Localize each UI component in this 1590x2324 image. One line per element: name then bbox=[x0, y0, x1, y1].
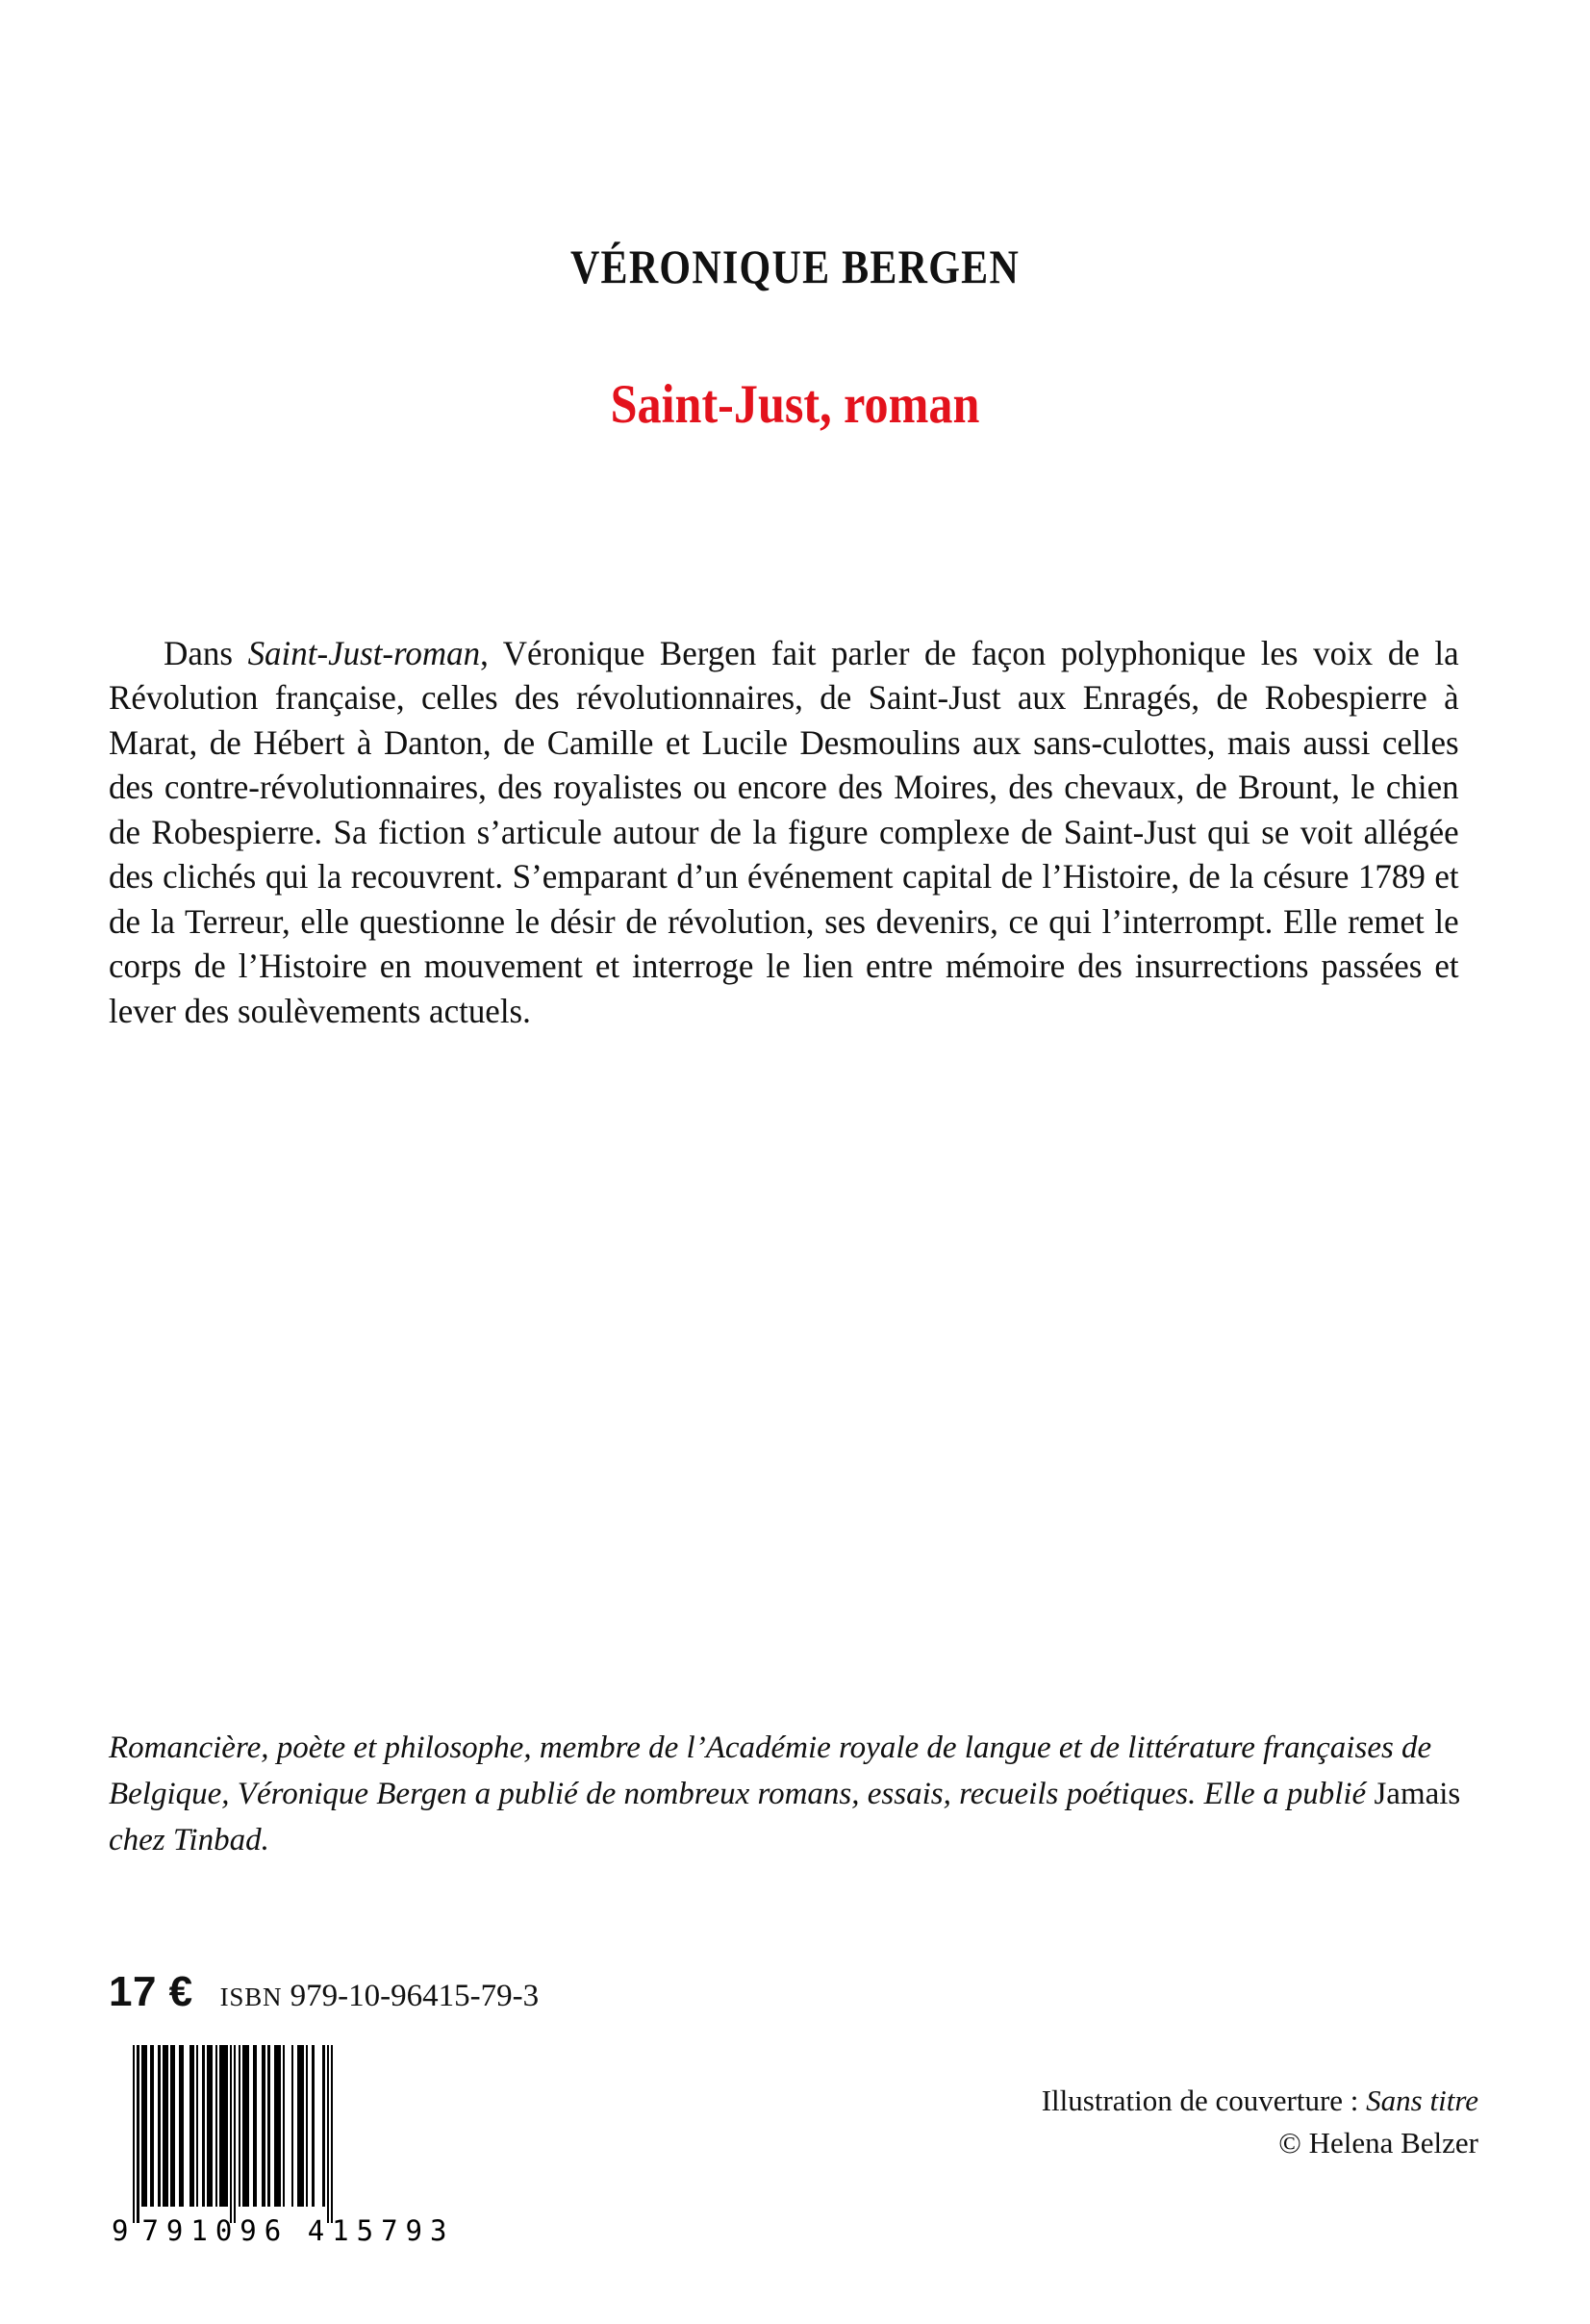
author-name: VÉRONIQUE BERGEN bbox=[569, 240, 1021, 293]
isbn-number: 979-10-96415-79-3 bbox=[290, 1979, 540, 2013]
bio-roman-title: Jamais bbox=[1374, 1777, 1461, 1811]
credit-line-2: © Helena Belzer bbox=[1278, 2126, 1478, 2160]
barcode-bar bbox=[219, 2045, 228, 2207]
bio-part-2: chez Tinbad. bbox=[109, 1823, 269, 1857]
blurb-body: , Véronique Bergen fait parler de façon polyphonique les voix de la Révolution française, celles des révolutionnaires, de Saint-Just aux Enragés, de Robespierre à Marat, de Hébert à Danton, de Camille et Lucile Desmoulins aux sans-culottes, mais aussi celles des contre-révolutionnaires, des royalistes ou encore des Moires, des chevaux, de Brount, le chien de Robespierre. Sa fiction s’articule autour de la figure complexe de Saint-Just qui se voit allégée des clichés qui la recouvrent. S’emparant d’un événement capital de l’Histoire, de la césure 1789 et de la Terreur, elle questionne le désir de révolution, ses devenirs, ce qui l’interrompt. Elle remet le corps de l’Histoire en mouvement et interroge le lien entre mémoire des insurrections passées et lever des soulèvements actuels. bbox=[109, 633, 1459, 1030]
cover-illustration-credit bbox=[1042, 2080, 1478, 2164]
book-title-text: Saint-Just, roman bbox=[610, 374, 980, 435]
barcode-bar bbox=[331, 2045, 333, 2223]
bio-part-1: Romancière, poète et philosophe, membre de l’Académie royale de langue et de littérature françaises de Belgique, Véronique Bergen a publié de nombreux romans, essais, recueils poétiques. Elle a publié bbox=[109, 1730, 1432, 1811]
blurb-paragraph bbox=[109, 631, 1459, 1034]
price-isbn-row bbox=[109, 1968, 539, 2016]
barcode-bar bbox=[285, 2045, 291, 2207]
barcode-bar bbox=[242, 2045, 249, 2207]
barcode-bar bbox=[297, 2045, 304, 2207]
barcode-bar bbox=[184, 2045, 190, 2207]
blurb-lead: Dans bbox=[164, 633, 248, 672]
credit-prefix: Illustration de couverture : bbox=[1041, 2084, 1367, 2117]
blurb-work-title: Saint-Just-roman bbox=[247, 633, 481, 672]
credit-line-1 bbox=[1042, 2080, 1478, 2122]
barcode-digit-group-2: 415793 bbox=[307, 2214, 455, 2247]
author-bio bbox=[109, 1725, 1479, 1863]
price-label: 17 € bbox=[109, 1968, 193, 2015]
barcode-bar bbox=[274, 2045, 281, 2207]
book-title bbox=[95, 374, 1495, 435]
barcode-digits bbox=[112, 2214, 455, 2247]
barcode-digit-group-1: 791096 bbox=[141, 2214, 290, 2247]
barcode-bars bbox=[133, 2045, 419, 2207]
isbn-label: ISBN bbox=[219, 1983, 283, 2011]
barcode-bar bbox=[163, 2045, 169, 2207]
barcode bbox=[112, 2045, 419, 2207]
isbn-line bbox=[220, 1979, 539, 2014]
credit-artwork-title: Sans titre bbox=[1366, 2084, 1478, 2117]
barcode-bar bbox=[141, 2045, 148, 2207]
barcode-bar bbox=[315, 2045, 323, 2207]
barcode-digit-lead: 9 bbox=[112, 2214, 131, 2247]
barcode-bar bbox=[207, 2045, 214, 2207]
